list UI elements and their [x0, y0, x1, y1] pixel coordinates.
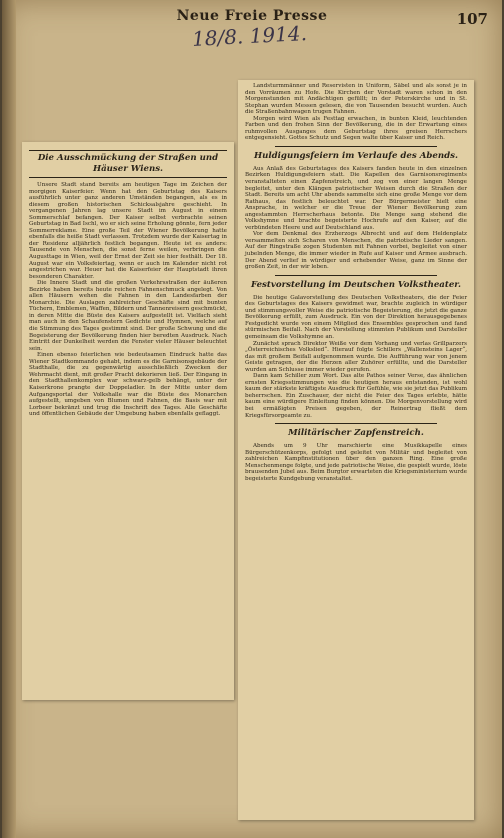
section2-body	[245, 295, 467, 419]
right-clipping	[238, 80, 474, 820]
section2-headline: Festvorstellung im Deutschen Volkstheater.	[250, 279, 462, 290]
right-paragraph: Dann kam Schiller zum Wort. Das alte Pathos seiner Verse, das ähnlichen ernsten Kriegsstimmungen wie die heutigen heraus entstanden, ist wohl kaum der stärkste kräftigste Ausdruck für Gefühle, wie sie jetzt das Publikum beherrschen. Ein Zuschauer, der nicht die Feier des Tages erlebte, hätte kaum eine würdigere Einleitung finden können. Die Morgenvorstellung wird bei ermäßigten Preisen gegeben, der Reinertrag fließt dem Kriegsfürsorgeamte zu.	[245, 373, 467, 419]
handwritten-date: 18/8. 1914.	[191, 21, 308, 51]
right-paragraph: Aus Anlaß des Geburtstages des Kaisers fanden heute in den einzelnen Bezirken Huldigungsfeiern statt. Die Kapellen des Garnisonsregiments veranstalteten einen Zapfenstreich, und zog von einer langen Menge begleitet, unter den Klängen patriotischer Weisen durch die Straßen der Stadt. Bereits um acht Uhr abends sammelte sich eine große Menge vor dem Rathaus, das festlich beleuchtet war. Der Bürgermeister hielt eine Ansprache, in welcher er die Treue der Wiener Bevölkerung zum angestammten Herrscherhaus betonte. Die Menge sang stehend die Volkshymne und brachte begeisterte Hochrufe auf den Kaiser, auf die verbündeten Heere und auf Deutschland aus.	[245, 165, 467, 231]
right-intro	[245, 83, 467, 142]
binding-edge	[2, 0, 16, 838]
right-paragraph: Zunächst sprach Direktor Weiße vor dem Vorhang und verlas Grillparzers „Österreichisches Volkslied“. Hierauf folgte Schillers „Wallensteins Lager“, das mit großem Beifall aufgenommen wurde. Die Aufführung war von jenem Geiste getragen, der die Herzen aller Zuhörer erfüllte, und die Darsteller wurden am Schlusse immer wieder gerufen.	[245, 340, 467, 373]
page-number: 107	[456, 10, 488, 28]
right-paragraph: Abends um 9 Uhr marschierte eine Musikkapelle eines Bürgerschützenkorps, gefolgt und geleitet von Militär und begleitet von zahlreichen Kampfinstitutionen über den ganzen Ring. Eine große Menschenmenge folgte, und jede patriotische Weise, die gespielt wurde, löste brausenden Jubel aus. Beim Burgtor erwarteten die Kriegsministerium wurde begeisterte Kundgebung veranstaltet.	[245, 443, 467, 482]
masthead: Neue Freie Presse	[176, 8, 328, 24]
section1-headline: Huldigungsfeiern im Verlaufe des Abends.	[254, 150, 458, 161]
divider	[275, 146, 437, 147]
left-body	[29, 182, 227, 418]
section3-body	[245, 443, 467, 482]
left-headline: Die Ausschmückung der Straßen und Häuser Wiens.	[29, 150, 227, 178]
right-paragraph: Morgen wird Wien als Festtag erwachen, in bunten Kleid, leuchtenden Farben und den frohen Sinn der Bevölkerung, die in der Erwartung eines ruhmvollen Ausganges dem Geburtstag ihres greisen Herrschers entgegensieht. Gottes Schutz und Segen walte über Kaiser und Reich.	[245, 115, 467, 142]
left-paragraph: Die Innere Stadt und die großen Verkehrsstraßen der äußeren Bezirke haben bereits heute reichen Fahnenschmuck angelegt. Von allen Häusern wehen die Fahnen in den Landesfarben der Monarchie. Die Auslagen zahlreicher Geschäfte sind mit bunten Tüchern, Emblemen, Waffen, Bildern und Tannenreisern geschmückt, in deren Mitte die Büste des Kaisers aufgestellt ist. Vielfach sieht man auch in den Schaufenstern Gedichte und Hymnen, welche auf die Stimmung des Tages gestimmt sind. Der große Schwung und die Begeisterung der Bevölkerung finden hier beredten Ausdruck. Nach Eintritt der Dunkelheit werden die Fenster vieler Häuser beleuchtet sein.	[29, 280, 228, 352]
divider	[275, 275, 437, 276]
section3-headline: Militärischer Zapfenstreich.	[288, 428, 424, 439]
newspaper-page	[2, 0, 502, 838]
right-paragraph: Vor dem Denkmal des Erzherzogs Albrecht und auf dem Heldenplatz versammelten sich Scharen von Menschen, die patriotische Lieder sangen. Auf der Ringstraße zogen Studenten mit Fahnen vorbei, begleitet von einer jubelnden Menge, die immer wieder in Rufe auf Kaiser und Armee ausbrach. Der Abend verlief in würdiger und erhebender Weise, ganz im Sinne der großen Zeit, in der wir leben.	[245, 231, 467, 271]
right-paragraph: Landsturmmänner und Reservisten in Uniform, Säbel und als sonst je in den Vorräumen zu Hofe. Die Kirchen der Vorstadt waren schon in den Morgenstunden mit Andächtigen gefüllt; in der Peterskirche und in St. Stephan wurden Messen gelesen, die von Tausenden besucht wurden. Auch die Straßenbahnwagen trugen Fahnen.	[245, 83, 467, 116]
right-paragraph: Die heutige Galavorstellung des Deutschen Volkstheaters, die der Feier des Geburtstages des Kaisers gewidmet war, brachte zugleich in würdiger und stimmungsvoller Weise die patriotische Begeisterung, die jetzt die ganze Bevölkerung erfüllt, zum Ausdruck. Ein von der Direktion herausgegebenes Festgedicht wurde von einem Mitglied des Ensembles gesprochen und fand stürmischen Beifall. Nach der Vorstellung stimmten Publikum und Darsteller gemeinsam die Volkshymne an.	[245, 294, 467, 340]
left-paragraph: Einen ebenso feierlichen wie bedeutsamen Eindruck hatte das Wiener Stadtkommando gehabt, indem es die Garnisonsgebäude der Stadthalle, die zu gegenwärtig ausschließlich Zwecken der Wehrmacht dient, mit großer Pracht dekorieren ließ. Der Eingang in den Stadthallenkomplex war schwarz-gelb behängt, unter der Kaiserkrone prangte der Doppeladler. In der Mitte unter dem Aufgangsportal der Volkshalle war die Büste des Monarchen aufgestellt, umgeben von Blumen und Fahnen, die Basis war mit Lorbeer bekränzt und trug die Inschrift des Tages. Alle Geschäfte und öffentlichen Gebäude der Umgebung haben ebenfalls geflaggt.	[29, 352, 227, 418]
left-clipping	[22, 142, 234, 700]
left-paragraph: Unsere Stadt stand bereits am heutigen Tage im Zeichen der morgigen Kaiserfeier. Wenn hat den Geburtstag des Kaisers ausführlich unter ganz anderen Umständen begangen, als es in diesem großen historischen Schicksalsjahre geschieht. In vergangenen Jahren lag unsere Stadt im August in einem Sommerschlaf befangen. Der Kaiser selbst verbrachte seinen Geburtstag in Bad Ischl, wo er sich seine Erholung gönnte, fern jeder Sommerreklame. Eine große Teil der Wiener Bevölkerung hatte ebenfalls die heiße Stadt verlassen. Trotzdem wurde der Kaisertag in der Residenz alljährlich festlich begangen. Heute ist es anders: Tausende von Menschen, die sonst ferne weilen, verbringen die Augusttage in Wien, weil der Ernst der Zeit sie hier festhält. Der 18. August war ein Volksfeiertag, wenn er auch im Kalender nicht rot angestrichen war. Heuer hat die Kaiserfeier der Hauptstadt ihren besonderen Charakter.	[29, 182, 227, 280]
section1-body	[245, 166, 467, 271]
divider	[275, 423, 437, 424]
